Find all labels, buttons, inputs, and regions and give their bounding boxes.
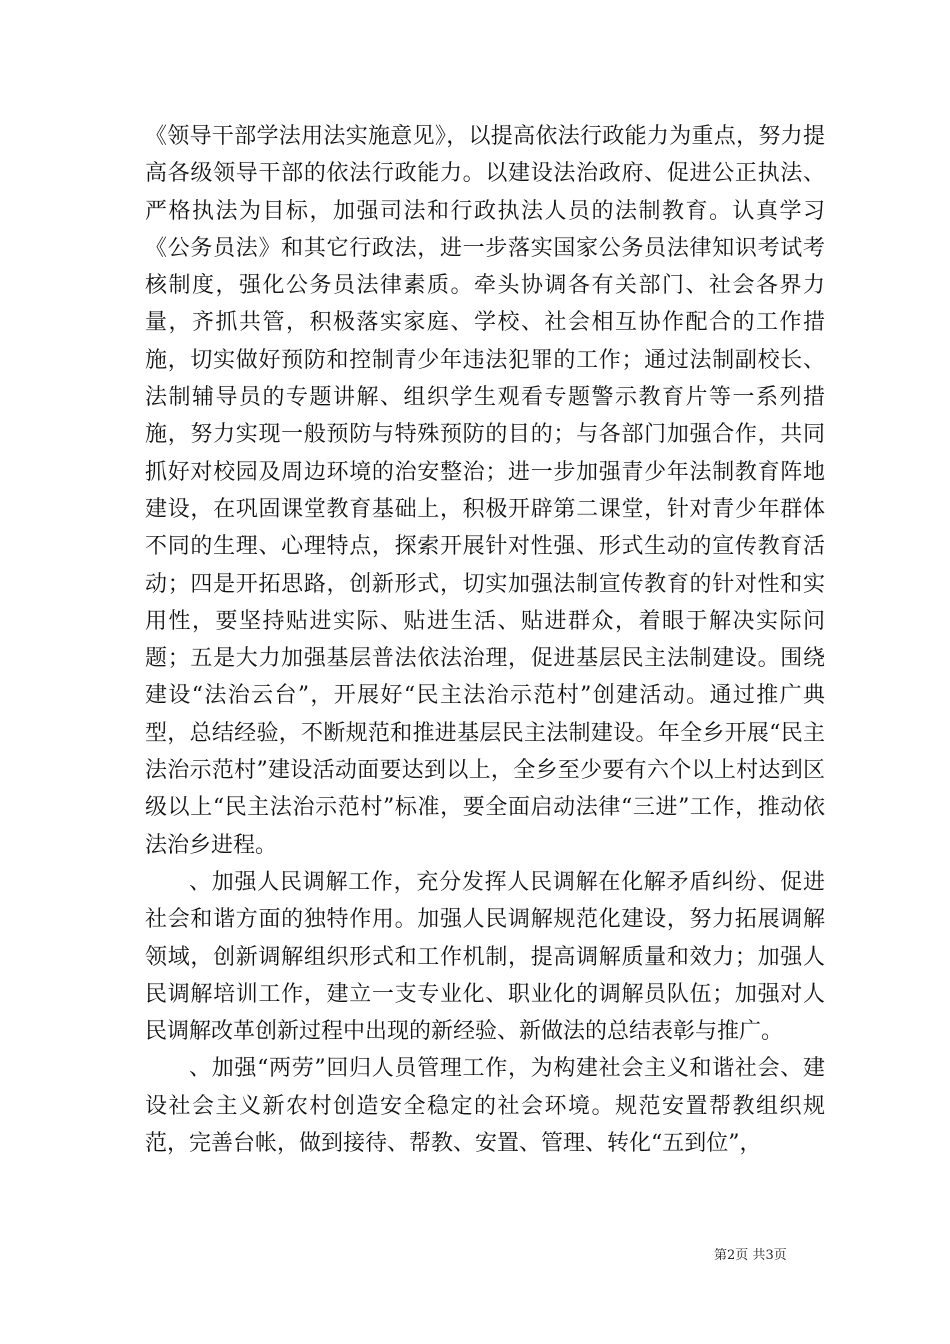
body-text — [145, 118, 825, 1162]
paragraph-people-mediation: 、加强人民调解工作，充分发挥人民调解在化解矛盾纠纷、促进社会和谐方面的独特作用。加强人民调解规范化建设，努力拓展调解领域，创新调解组织形式和工作机制，提高调解质量和效力；加强人民调解培训工作，建立一支专业化、职业化的调解员队伍；加强对人民调解改革创新过程中出现的新经验、新做法的总结表彰与推广。 — [145, 869, 825, 1045]
page-label: 第 — [714, 1248, 728, 1263]
total-pages-number: 3 — [765, 1248, 774, 1263]
page-label-mid: 页 共 — [735, 1248, 766, 1263]
paragraph-continuation: 《领导干部学法用法实施意见》，以提高依法行政能力为重点，努力提高各级领导干部的依法行政能力。以建设法治政府、促进公正执法、严格执法为目标，加强司法和行政执法人员的法制教育。认真学习《公务员法》和其它行政法，进一步落实国家公务员法律知识考试考核制度，强化公务员法律素质。牵头协调各有关部门、社会各界力量，齐抓共管，积极落实家庭、学校、社会相互协作配合的工作措施，切实做好预防和控制青少年违法犯罪的工作；通过法制副校长、法制辅导员的专题讲解、组织学生观看专题警示教育片等一系列措施，努力实现一般预防与特殊预防的目的；与各部门加强合作，共同抓好对校园及周边环境的治安整治；进一步加强青少年法制教育阵地建设，在巩固课堂教育基础上，积极开辟第二课堂，针对青少年群体不同的生理、心理特点，探索开展针对性强、形式生动的宣传教育活动；四是开拓思路，创新形式，切实加强法制宣传教育的针对性和实用性，要坚持贴进实际、贴进生活、贴进群众，着眼于解决实际问题；五是大力加强基层普法依法治理，促进基层民主法制建设。围绕建设“法治云台”，开展好“民主法治示范村”创建活动。通过推广典型，总结经验，不断规范和推进基层民主法制建设。年全乡开展“民主法治示范村”建设活动面要达到以上，全乡至少要有六个以上村达到区级以上“民主法治示范村”标准，要全面启动法律“三进”工作，推动依法治乡进程。 — [145, 124, 825, 858]
page-label-suffix: 页 — [773, 1248, 787, 1263]
paragraph-released-persons-management: 、加强“两劳”回归人员管理工作，为构建社会主义和谐社会、建设社会主义新农村创造安全稳定的社会环境。规范安置帮教组织规范，完善台帐，做到接待、帮教、安置、管理、转化“五到位”， — [145, 1056, 825, 1157]
current-page-number: 2 — [727, 1248, 736, 1263]
page-number-footer — [714, 1244, 787, 1263]
